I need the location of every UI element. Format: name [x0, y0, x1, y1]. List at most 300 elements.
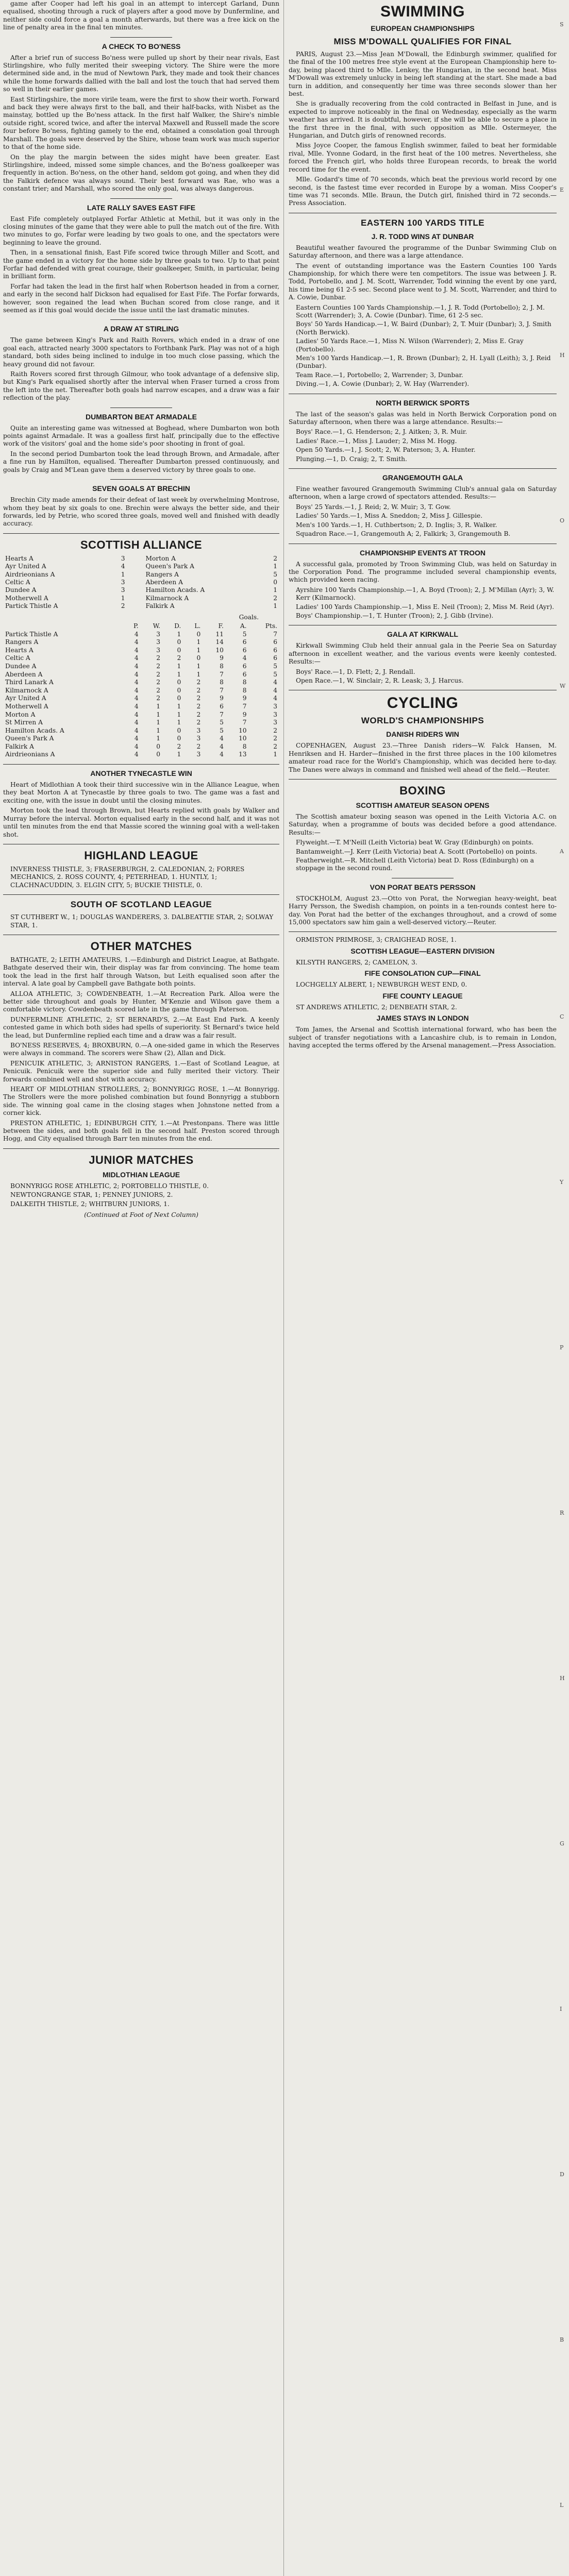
stat-cell: 0: [177, 638, 181, 646]
stat-cell: 3: [273, 710, 277, 718]
stat-cell: 9: [242, 694, 247, 702]
table-row: [3, 654, 279, 663]
east-fife-para: Forfar had taken the lead in the first half when Robertson headed in from a corner, and early in the second half Dickson had equalised for East Fife. The Forfar forwards, however, soon regained the lead when Buchan scored from close range, and it seemed as if this goal would decide the issue until the last dramatic minutes.: [3, 282, 279, 314]
table-row: [3, 679, 279, 687]
dunbar-result: Ladies' 50 Yards Race.—1, Miss N. Wilson (Warrender); 2, Miss E. Gray (Portobello).: [296, 337, 524, 353]
stat-cell: 4: [242, 654, 247, 662]
stat-cell: 1: [156, 710, 160, 718]
other-match-report: DUNFERMLINE ATHLETIC, 2; ST BERNARD'S, 2.—At East End Park. A keenly contested game in which both sides had spells of superiority. St Bernard's twice held the lead, but Dunfermline replied each time and a draw was a fair result.: [3, 1015, 279, 1039]
stat-cell: 4: [220, 742, 224, 750]
stat-cell: 1: [196, 670, 201, 678]
stat-cell: 10: [239, 735, 247, 742]
troon-result: Ladies' 100 Yards Championship.—1, Miss E. Neil (Troon); 2, Miss M. Reid (Ayr).: [296, 603, 555, 611]
stat-cell: 7: [273, 630, 277, 638]
team-name-cell: Hearts A: [5, 646, 34, 654]
column-rule: [283, 0, 284, 2576]
stat-cell: 0: [177, 726, 181, 734]
stat-cell: 4: [134, 694, 139, 702]
stat-cell: 4: [273, 686, 277, 694]
dunbar-result: Eastern Counties 100 Yards Championship.—1, J. R. Todd (Portobello); 2, J. M. Scott (Warrender); 3, A. Cowie (Dunbar). Time, 61 2-5 sec.: [296, 303, 545, 319]
stat-cell: 9: [220, 654, 224, 662]
edge-fragment-letter: Y: [560, 1179, 564, 1185]
score-separator: [127, 563, 144, 570]
stat-cell: 0: [196, 654, 201, 662]
team-name-cell: Queen's Park A: [5, 735, 54, 742]
junior-result: NEWTONGRANGE STAR, 1; PENNEY JUNIORS, 2.: [10, 1191, 173, 1199]
away-score: 1: [273, 563, 277, 570]
score-separator: [127, 586, 144, 594]
southern-results: ST CUTHBERT W., 1; DOUGLAS WANDERERS, 3. DALBEATTIE STAR, 2; SOLWAY STAR, 1.: [10, 913, 274, 929]
table-column-header: A.: [240, 622, 247, 630]
table-column-header: Pts.: [265, 622, 277, 630]
stat-cell: 4: [134, 662, 139, 670]
stat-cell: 2: [196, 742, 201, 750]
stat-cell: 4: [273, 679, 277, 686]
score-separator: [127, 602, 144, 610]
table-row: [3, 647, 279, 655]
von-porat-para: STOCKHOLM, August 23.—Otto von Porat, the Norwegian heavy-weight, beat Harry Persson, the Swedish champion, on points in a ten-rounds contest here to-day. Von Porat had the better of the exchanges throughout, and a crowd of some 15,000 spectators saw him gain a well-deserved victory.—Reuter.: [289, 894, 557, 926]
stat-cell: 0: [156, 742, 160, 750]
junior-result: DALKEITH THISTLE, 2; WHITBURN JUNIORS, 1.: [10, 1200, 170, 1208]
mcdowall-headline: MISS M'DOWALL QUALIFIES FOR FINAL: [333, 37, 512, 46]
boxing-result: Flyweight.—T. M'Neill (Leith Victoria) beat W. Gray (Edinburgh) on points.: [296, 839, 534, 846]
home-score: 4: [121, 563, 125, 570]
other-match-report: ALLOA ATHLETIC, 3; COWDENBEATH, 1.—At Recreation Park. Alloa were the better side throughout and goals by Hunter, M'Kenzie and Wilson gave them a comfortable victory. Cowdenbeath scored late in the game through Paterson.: [3, 990, 279, 1013]
stat-cell: 2: [196, 694, 201, 702]
stat-cell: 0: [177, 694, 181, 702]
away-team: Falkirk A: [145, 602, 175, 610]
stat-cell: 1: [196, 662, 201, 670]
highland-results: INVERNESS THISTLE, 3; FRASERBURGH, 2. CALEDONIAN, 2; FORRES MECHANICS, 2. ROSS COUNTY, 4; PETERHEAD, 1. HUNTLY, 1; CLACHNACUDDIN, 3. ELGIN CITY, 5; BUCKIE THISTLE, 0.: [10, 865, 245, 889]
grangemouth-result: Squadron Race.—1, Grangemouth A; 2, Falkirk; 3, Grangemouth B.: [296, 530, 511, 538]
right-column: [289, 0, 557, 2576]
team-name-cell: Hamilton Acads. A: [5, 726, 64, 734]
table-column-header: W.: [153, 622, 160, 630]
left-column: [3, 0, 279, 2576]
edge-fragment-letter: P: [560, 1344, 564, 1351]
stat-cell: 4: [134, 751, 139, 758]
swimming-para: Mlle. Godard's time of 70 seconds, which beat the previous world record by one second, is the fastest time ever recorded in Europe by a woman. Miss Cooper's time was 71 seconds. Mlle. Braun, the Dutch girl, finished third in 72 seconds.—Press Association.: [289, 176, 557, 207]
stat-cell: 3: [196, 726, 201, 734]
stat-cell: 10: [239, 726, 247, 734]
away-team: Aberdeen A: [145, 578, 183, 586]
boness-para: East Stirlingshire, the more virile team, were the first to show their worth. Forward and back they were always first to the ball, and their half-backs, with Nisbet as the mainstay, bottled up the Bo'ness attack. In the first half Walker, the Shire's nimble outside right, scored twice, and after the interval Maxwell and Russell made the score four before Bo'ness, fighting gamely to the end, obtained a consolation goal through Marshall. The goals were deserved by the Shire, whose team work was much superior to that of the home side.: [3, 95, 279, 151]
stat-cell: 1: [177, 751, 181, 758]
stat-cell: 3: [156, 638, 160, 646]
alliance-result-row: [3, 563, 279, 570]
table-row: [3, 687, 279, 695]
team-name-cell: Kilmarnock A: [5, 686, 48, 694]
north-berwick-result: Ladies' Race.—1, Miss J. Lauder; 2, Miss M. Hogg.: [296, 437, 457, 445]
fixture-line: LOCHGELLY ALBERT, 1; NEWBURGH WEST END, 0.: [296, 981, 467, 989]
stirling-para: Raith Rovers scored first through Gilmour, who took advantage of a defensive slip, but King's Park equalised shortly after the interval when Fraser turned a cross from the left into the net. Thereafter both goals had narrow escapes, and a draw was a fair reflection of the play.: [3, 370, 279, 402]
alliance-table: [3, 622, 279, 759]
north-berwick-result: Plunging.—1, D. Craig; 2, T. Smith.: [296, 455, 407, 463]
score-separator: [127, 555, 144, 563]
stat-cell: 1: [196, 646, 201, 654]
other-match-report: BATHGATE, 2; LEITH AMATEURS, 1.—Edinburgh and District League, at Bathgate. Bathgate deserved their win, their display was far from convincing. The home team took the lead in the first half through Watson, but Leith equalised soon after the interval. A late goal by Campbell gave Bathgate both points.: [3, 956, 279, 988]
stat-cell: 9: [242, 710, 247, 718]
midlothian-league-subhead: MIDLOTHIAN LEAGUE: [102, 1170, 180, 1179]
continued-note: (Continued at Foot of Next Column): [84, 1211, 198, 1219]
southern-headline: SOUTH OF SCOTLAND LEAGUE: [70, 900, 212, 910]
north-berwick-headline: NORTH BERWICK SPORTS: [376, 398, 470, 407]
stat-cell: 8: [242, 679, 247, 686]
stat-cell: 0: [196, 630, 201, 638]
stat-cell: 5: [220, 719, 224, 726]
stat-cell: 2: [177, 742, 181, 750]
home-team: Partick Thistle A: [5, 602, 58, 610]
stat-cell: 7: [220, 710, 224, 718]
grangemouth-result: Men's 100 Yards.—1, H. Cuthbertson; 2, D. Inglis; 3, R. Walker.: [296, 521, 497, 529]
danish-riders-subhead: DANISH RIDERS WIN: [386, 730, 459, 739]
team-name-cell: St Mirren A: [5, 719, 43, 726]
team-name-cell: Rangers A: [5, 638, 39, 646]
section-rule: [3, 894, 279, 895]
grangemouth-result: Boys' 25 Yards.—1, J. Reid; 2, W. Muir; 3, T. Gow.: [296, 503, 451, 511]
edge-fragment-letter: R: [560, 1510, 564, 1516]
home-score: 2: [121, 602, 125, 610]
stat-cell: 6: [273, 638, 277, 646]
alliance-result-row: [3, 595, 279, 602]
armadale-para: Quite an interesting game was witnessed at Boghead, where Dumbarton won both points against Armadale. It was a goalless first half, principally due to the effective work of the visitors' goal and the home side's poor shooting in front of goal.: [3, 424, 279, 448]
stat-cell: 4: [134, 654, 139, 662]
alliance-results: [3, 555, 279, 611]
alliance-result-row: [3, 586, 279, 594]
table-column-header: D.: [174, 622, 181, 630]
team-name-cell: Falkirk A: [5, 742, 34, 750]
grangemouth-result: Ladies' 50 Yards.—1, Miss A. Sneddon; 2, Miss J. Gillespie.: [296, 512, 483, 520]
stat-cell: 6: [273, 654, 277, 662]
team-name-cell: Airdrieonians A: [5, 751, 55, 758]
home-score: 3: [121, 586, 125, 594]
other-match-report: PENICUIK ATHLETIC, 3; ARNISTON RANGERS, 1.—East of Scotland League, at Penicuik. Penicuik were the superior side and fully merited their victory. Their forwards combined well and shot with accuracy.: [3, 1059, 279, 1083]
home-score: 1: [121, 570, 125, 578]
european-championships-subhead: EUROPEAN CHAMPIONSHIPS: [371, 24, 475, 32]
team-name-cell: Ayr United A: [5, 694, 46, 702]
table-row: [3, 711, 279, 719]
away-score: 0: [273, 578, 277, 586]
edge-fragment-letter: H: [560, 352, 565, 359]
kirkwall-para: Kirkwall Swimming Club held their annual gala in the Peerie Sea on Saturday afternoon in excellent weather, and the various events were keenly contested. Results:—: [289, 642, 557, 666]
stat-cell: 4: [134, 710, 139, 718]
stat-cell: 4: [134, 638, 139, 646]
boxing-headline: BOXING: [399, 784, 446, 797]
stat-cell: 4: [134, 670, 139, 678]
junior-headline: JUNIOR MATCHES: [89, 1153, 194, 1166]
away-team: Morton A: [145, 554, 176, 562]
armadale-para: In the second period Dumbarton took the lead through Brown, and Armadale, after a fine run by Hamilton, equalised. Thereafter Dumbarton pressed continuously, and goals by Craig and M'Lean gave them a deserved victory by three goals to one.: [3, 450, 279, 473]
stat-cell: 6: [242, 662, 247, 670]
stat-cell: 4: [134, 742, 139, 750]
swimming-headline: SWIMMING: [380, 3, 465, 20]
alliance-headline: SCOTTISH ALLIANCE: [80, 538, 203, 551]
section-rule: [289, 468, 557, 469]
stat-cell: 10: [215, 646, 224, 654]
stat-cell: 7: [242, 702, 247, 710]
home-team: Dundee A: [5, 586, 37, 594]
edge-fragment-letter: O: [560, 517, 565, 524]
divider: [110, 198, 172, 199]
stat-cell: 4: [134, 630, 139, 638]
stat-cell: 2: [196, 702, 201, 710]
stat-cell: 11: [215, 630, 224, 638]
home-score: 1: [121, 594, 125, 602]
stat-cell: 3: [156, 630, 160, 638]
alliance-result-row: [3, 555, 279, 563]
stat-cell: 8: [220, 679, 224, 686]
stat-cell: 9: [220, 694, 224, 702]
stat-cell: 0: [177, 735, 181, 742]
highland-headline: HIGHLAND LEAGUE: [84, 849, 198, 862]
kirkwall-result: Boys' Race.—1, D. Flett; 2, J. Rendall.: [296, 668, 415, 675]
stat-cell: 1: [156, 735, 160, 742]
team-name-cell: Dundee A: [5, 662, 37, 670]
team-name-cell: Third Lanark A: [5, 679, 54, 686]
edge-fragment-letter: L: [560, 2502, 564, 2509]
home-team: Ayr United A: [5, 563, 46, 570]
fixture-line: KILSYTH RANGERS, 2; CAMELON, 3.: [296, 958, 417, 966]
tynecastle-headline: ANOTHER TYNECASTLE WIN: [90, 769, 192, 778]
tynecastle-para: Heart of Midlothian A took their third successive win in the Alliance League, when they beat Morton A at Tynecastle by three goals to two. The game was a fast and exciting one, with the issue in doubt until the closing minutes.: [3, 781, 279, 804]
away-team: Kilmarnock A: [145, 594, 189, 602]
troon-result: Boys' Championship.—1, T. Hunter (Troon); 2, J. Gibb (Irvine).: [296, 612, 494, 619]
stat-cell: 4: [220, 735, 224, 742]
stat-cell: 4: [134, 686, 139, 694]
stat-cell: 2: [273, 735, 277, 742]
brechin-para: Brechin City made amends for their defeat of last week by overwhelming Montrose, whom they beat by six goals to one. Brechin were always the better side, and their forwards, led by Petrie, who scored three goals, moved well and finished with deadly accuracy.: [3, 496, 279, 528]
stat-cell: 4: [134, 719, 139, 726]
stat-cell: 6: [273, 646, 277, 654]
cycling-headline: CYCLING: [387, 694, 459, 712]
team-name-cell: Celtic A: [5, 654, 30, 662]
divider: [110, 479, 172, 480]
armadale-headline: DUMBARTON BEAT ARMADALE: [86, 412, 197, 421]
adjacent-column-fragment: [559, 0, 569, 2576]
table-row: [3, 631, 279, 639]
stat-cell: 2: [196, 719, 201, 726]
north-berwick-para: The last of the season's galas was held in North Berwick Corporation pond on Saturday afternoon, when there was a large attendance. Results:—: [289, 410, 557, 426]
table-row: [3, 694, 279, 703]
other-match-report: BO'NESS RESERVES, 4; BROXBURN, 0.—A one-sided game in which the Reserves were always in command. The scorers were Shaw (2), Allan and Dick.: [3, 1042, 279, 1057]
grangemouth-headline: GRANGEMOUTH GALA: [382, 473, 463, 482]
stat-cell: 6: [242, 646, 247, 654]
dunbar-result: Diving.—1, A. Cowie (Dunbar); 2, W. Hay (Warrender).: [296, 380, 470, 388]
stat-cell: 2: [196, 679, 201, 686]
stat-cell: 5: [242, 630, 247, 638]
stat-cell: 14: [215, 638, 224, 646]
stat-cell: 5: [273, 662, 277, 670]
stirling-headline: A DRAW AT STIRLING: [103, 325, 179, 333]
stat-cell: 7: [242, 719, 247, 726]
stat-cell: 8: [220, 662, 224, 670]
stat-cell: 3: [196, 735, 201, 742]
stat-cell: 4: [220, 751, 224, 758]
table-row: [3, 663, 279, 671]
team-name-cell: Partick Thistle A: [5, 630, 58, 638]
dunbar-result: Men's 100 Yards Handicap.—1, R. Brown (Dunbar); 2, H. Lyall (Leith); 3, J. Reid (Dunbar).: [296, 354, 551, 370]
table-row: [3, 735, 279, 743]
von-porat-headline: VON PORAT BEATS PERSSON: [370, 883, 476, 891]
home-team: Celtic A: [5, 578, 30, 586]
alliance-result-row: [3, 571, 279, 579]
dunbar-para: The event of outstanding importance was the Eastern Counties 100 Yards Championship, for which there were ten competitors. The issue was between J. R. Todd, Portobello, and J. M. Scott, Warrender, Todd winning the event by one yard, his time being 61 2-5 sec. Second place went to J. M. Scott, Warrender, and third to A. Cowie, Dunbar.: [289, 262, 557, 301]
boxing-result: Featherweight.—R. Mitchell (Leith Victoria) beat D. Ross (Edinburgh) on a stoppage in the second round.: [296, 857, 534, 872]
edge-fragment-letter: B: [560, 2336, 564, 2343]
fixture-line: ST ANDREWS ATHLETIC, 2; DENBEATH STAR, 2.: [296, 1003, 457, 1011]
stat-cell: 2: [177, 654, 181, 662]
score-separator: [127, 595, 144, 602]
stat-cell: 0: [177, 646, 181, 654]
todd-subhead: J. R. TODD WINS AT DUNBAR: [371, 232, 474, 241]
north-berwick-result: Boys' Race.—1, G. Henderson; 2, J. Aitken; 3, R. Muir.: [296, 428, 467, 436]
stat-cell: 6: [242, 638, 247, 646]
cycling-para: COPENHAGEN, August 23.—Three Danish riders—W. Falck Hansen, M. Henriksen and H. Harder—finished in the first three places in the 100 kilometres amateur road race for the World's Championship, which was decided here to-day. The Danes were always in command and finished well ahead of the field.—Reuter.: [289, 742, 557, 773]
away-team: Hamilton Acads. A: [145, 586, 205, 594]
stat-cell: 7: [220, 670, 224, 678]
tynecastle-para: Morton took the lead through Brown, but Hearts replied with goals by Walker and Murray before the interval. Morton equalised early in the second half, and it was not until ten minutes from the end that Massie scored the winning goal with a well-taken shot.: [3, 807, 279, 838]
boness-para: On the play the margin between the sides might have been greater. East Stirlingshire, indeed, missed some simple chances, and the Bo'ness goalkeeper was frequently in action. Bo'ness, on the other hand, seldom got going, and when they did the Falkirk defence was always sound. Their best forward was Rae, who was a constant trier; and Marshall, who scored the only goal, was always dangerous.: [3, 153, 279, 193]
east-fife-para: Then, in a sensational finish, East Fife scored twice through Miller and Scott, and the game ended in a victory for the home side by three goals to two. Up to that point Forfar had defended with great courage, their goalkeeper, Smith, in particular, being in brilliant form.: [3, 249, 279, 280]
home-team: Airdrieonians A: [5, 570, 55, 578]
other-match-report: PRESTON ATHLETIC, 1; EDINBURGH CITY, 1.—At Prestonpans. There was little between the sides, and both goals fell in the second half. Preston scored through Hogg, and City equalised through Barr ten minutes from the end.: [3, 1119, 279, 1143]
troon-para: A successful gala, promoted by Troon Swimming Club, was held on Saturday in the Corporation Pond. The programme included several championship events, which provided keen racing.: [289, 560, 557, 584]
stat-cell: 6: [220, 702, 224, 710]
swimming-para: She is gradually recovering from the cold contracted in Belfast in June, and is expected to improve noticeably in the final on Wednesday, especially as the warm weather has arrived. It is doubtful, however, if she will be able to secure a place in the first three in the final, with such opposition as Mlle. Ostermeyer, the Hungarian, and Dutch girls of renowned records.: [289, 100, 557, 140]
table-column-header: [3, 622, 123, 631]
dunbar-result: Team Race.—1, Portobello; 2, Warrender; 3, Dunbar.: [296, 371, 463, 379]
east-fife-headline: LATE RALLY SAVES EAST FIFE: [87, 203, 196, 212]
edge-fragment-letter: S: [560, 21, 564, 28]
james-headline: JAMES STAYS IN LONDON: [376, 1014, 469, 1023]
table-column-header: L.: [194, 622, 201, 630]
alliance-result-row: [3, 602, 279, 610]
troon-headline: CHAMPIONSHIP EVENTS AT TROON: [360, 548, 486, 557]
amateur-season-subhead: SCOTTISH AMATEUR SEASON OPENS: [356, 801, 490, 809]
section-rule: [3, 533, 279, 534]
boness-headline: A CHECK TO BO'NESS: [102, 42, 181, 50]
intro-paragraph: game after Cooper had left his goal in an attempt to intercept Garland, Dunn equalised, shooting through a ruck of players after a good move by Dunfermline, and neither side could force a goal a month afterwards, but there was a free kick on the line of penalty area in the final ten minutes.: [3, 0, 279, 31]
stat-cell: 3: [196, 751, 201, 758]
stat-cell: 4: [134, 702, 139, 710]
stat-cell: 1: [196, 638, 201, 646]
divider: [110, 319, 172, 320]
home-team: Motherwell A: [5, 594, 48, 602]
fixture-subhead: FIFE CONSOLATION CUP—FINAL: [364, 969, 481, 978]
fixture-subhead: FIFE COUNTY LEAGUE: [382, 991, 463, 1000]
north-berwick-result: Open 50 Yards.—1, J. Scott; 2, W. Paterson; 3, A. Hunter.: [296, 446, 476, 454]
stat-cell: 2: [156, 662, 160, 670]
table-row: [3, 638, 279, 647]
stat-cell: 1: [156, 719, 160, 726]
brechin-headline: SEVEN GOALS AT BRECHIN: [92, 484, 190, 493]
alliance-result-row: [3, 579, 279, 586]
away-score: 2: [273, 554, 277, 562]
swimming-para: Miss Joyce Cooper, the famous English swimmer, failed to beat her formidable rival, Mlle. Yvonne Godard, in the first heat of the 100 metres. Nevertheless, she forced the French girl, who holds three European records, to break the world record time for the event.: [289, 142, 557, 173]
edge-fragment-letter: E: [560, 187, 564, 193]
stat-cell: 1: [177, 670, 181, 678]
divider: [110, 37, 172, 38]
stat-cell: 13: [239, 751, 247, 758]
other-match-report: HEART OF MIDLOTHIAN STROLLERS, 2; BONNYRIGG ROSE, 1.—At Bonnyrigg. The Strollers were the more polished combination but found Bonnyrigg a stubborn side. The winning goal came in the closing stages when Johnstone netted from a corner kick.: [3, 1086, 279, 1117]
fixture-line: ORMISTON PRIMROSE, 3; CRAIGHEAD ROSE, 1.: [296, 936, 457, 944]
stat-cell: 2: [156, 679, 160, 686]
goals-label: Goals.: [239, 613, 259, 621]
away-score: 5: [273, 570, 277, 578]
edge-fragment-letter: I: [560, 2006, 562, 2012]
james-para: Tom James, the Arsenal and Scottish international forward, who has been the subject of transfer negotiations with a Lancashire club, is to remain in London, having accepted the terms offered by the Arsenal management.—Press Association.: [289, 1026, 557, 1049]
edge-fragment-letter: W: [560, 683, 566, 689]
section-rule: [3, 1148, 279, 1149]
stat-cell: 1: [156, 702, 160, 710]
section-rule: [3, 764, 279, 765]
away-score: 1: [273, 602, 277, 610]
east-fife-para: East Fife completely outplayed Forfar Athletic at Methil, but it was only in the closing minutes of the game that they were able to pull the match out of the fire. With two minutes to go, Forfar were leading by two goals to one, and the spectators were beginning to leave the ground.: [3, 215, 279, 246]
away-team: Queen's Park A: [145, 563, 194, 570]
team-name-cell: Morton A: [5, 710, 36, 718]
stat-cell: 4: [134, 646, 139, 654]
troon-result: Ayrshire 100 Yards Championship.—1, A. Boyd (Troon); 2, J. M'Millan (Ayr); 3, W. Kerr (Kilmarnock).: [296, 586, 555, 602]
edge-fragment-letter: C: [560, 1013, 564, 1020]
stat-cell: 5: [273, 670, 277, 678]
table-row: [3, 751, 279, 759]
section-rule: [289, 931, 557, 932]
other-matches-headline: OTHER MATCHES: [90, 939, 192, 953]
stat-cell: 2: [156, 670, 160, 678]
team-name-cell: Aberdeen A: [5, 670, 43, 678]
stat-cell: 1: [156, 726, 160, 734]
stat-cell: 1: [273, 751, 277, 758]
table-row: [3, 703, 279, 711]
stat-cell: 3: [273, 702, 277, 710]
stat-cell: 1: [177, 630, 181, 638]
grangemouth-para: Fine weather favoured Grangemouth Swimming Club's annual gala on Saturday afternoon, when a large crowd of spectators attended. Results:—: [289, 485, 557, 501]
edge-fragment-letter: H: [560, 1675, 565, 1682]
boxing-result: Bantamweight.—J. Kerr (Leith Victoria) beat A. Scott (Portobello) on points.: [296, 848, 538, 855]
home-team: Hearts A: [5, 554, 34, 562]
team-name-cell: Motherwell A: [5, 702, 48, 710]
stat-cell: 4: [134, 726, 139, 734]
table-column-header: F.: [218, 622, 224, 630]
stat-cell: 8: [242, 686, 247, 694]
kirkwall-result: Open Race.—1, W. Sinclair; 2, R. Leask; 3, J. Harcus.: [296, 676, 464, 684]
kirkwall-headline: GALA AT KIRKWALL: [387, 630, 458, 639]
home-score: 3: [121, 554, 125, 562]
stat-cell: 1: [177, 662, 181, 670]
stat-cell: 2: [273, 726, 277, 734]
stat-cell: 6: [242, 670, 247, 678]
stat-cell: 0: [177, 679, 181, 686]
stat-cell: 3: [156, 646, 160, 654]
dunbar-result: Boys' 50 Yards Handicap.—1, W. Baird (Dunbar); 2, T. Muir (Dunbar); 3, J. Smith (North Berwick).: [296, 320, 551, 336]
edge-fragment-letter: A: [560, 848, 564, 855]
edge-fragment-letter: D: [560, 2171, 564, 2178]
table-column-header: P.: [133, 622, 139, 630]
stat-cell: 2: [196, 710, 201, 718]
stat-cell: 7: [220, 686, 224, 694]
eastern-title-headline: EASTERN 100 YARDS TITLE: [360, 217, 485, 228]
stat-cell: 4: [134, 735, 139, 742]
boxing-para: The Scottish amateur boxing season was opened in the Leith Victoria A.C. on Saturday, when a programme of bouts was decided before a good attendance. Results:—: [289, 813, 557, 836]
table-row: [3, 727, 279, 735]
stirling-para: The game between King's Park and Raith Rovers, which ended in a draw of one goal each, attracted nearly 3000 spectators to Forthbank Park. Play was not of a high standard, both sides being inclined to indulge in too much close passing, which the heavy ground did not favour.: [3, 336, 279, 368]
stat-cell: 3: [273, 719, 277, 726]
home-score: 3: [121, 578, 125, 586]
stat-cell: 1: [177, 702, 181, 710]
stat-cell: 8: [242, 742, 247, 750]
stat-cell: 0: [177, 686, 181, 694]
stat-cell: 4: [273, 694, 277, 702]
